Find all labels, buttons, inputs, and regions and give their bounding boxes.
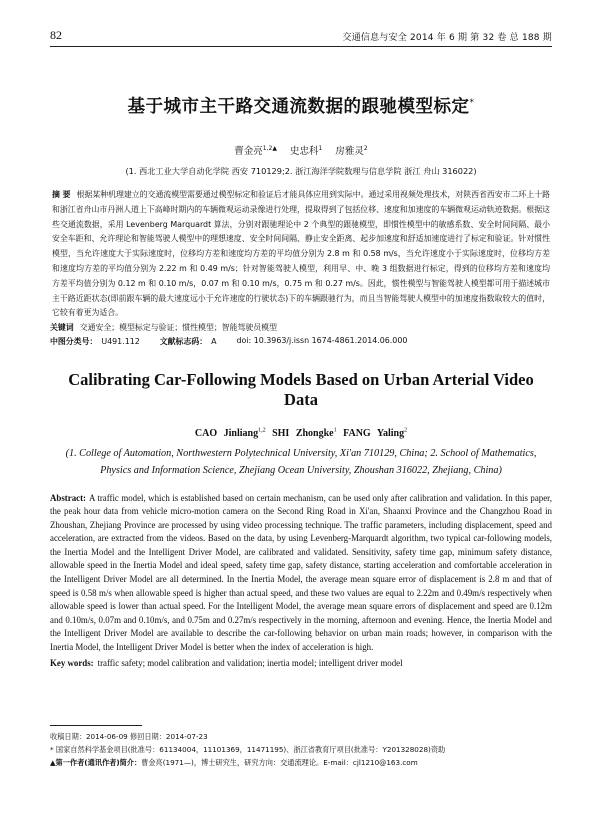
author-cn-2: 史忠科$^1$	[289, 144, 323, 157]
classification-line	[50, 336, 552, 347]
chinese-keywords-label: 关键词	[50, 323, 74, 333]
page-number: 82	[50, 28, 62, 42]
english-affiliation: (1. College of Automation, Northwestern Polytechnical University, Xi'an 710129, China; 2. School of Mathematics, Physics and Information Science, Zhejiang Ocean University, Zhoushan 316022, Zhejiang, China)	[65, 447, 537, 476]
english-keywords-label: Key words:	[50, 657, 94, 668]
english-abstract	[50, 492, 552, 655]
clc-number: 中图分类号： U491.112	[50, 337, 140, 347]
author-cn-3: 房雅灵$^2$	[335, 144, 368, 157]
chinese-abstract-text: 根据某种机理建立的交通流模型需要通过模型标定和验证后才能具体应用到实际中。通过采用视频处理技术，对陕西省西安市二环上十路和浙江省舟山市丹洲人道上下高峰时期内的车辆微观运动录像进行处理，提取得到了包括位移、速度和加速度的车辆微观运动轨迹数据。根据这些交通流数据，采用 Levenberg Marquardt 算法，分别对跟驰理论中 2 个典型的跟驰模型，即惯性模型中的敏感系数、安全时间间隔、最小安全车距和、允许理论和智能驾驶人模型中的理想速度、安全时间间隔、静止安全距离、起步加速度和舒适加速度进行了标定和验证。针对惯性模型，当允许速度大于实际速度时，位移均方差和速度均方差的平均值分别为 2.8 m 和 0.58 m/s，当允许速度小于实际速度时，位移均方差和速度均方差的平均值分别为 2.22 m 和 0.49 m/s；针对智能驾驶人模型，利用早、中、晚 3 组数据进行标定，得到的位移均方差和速度均方差平均值分别为 0.12 m 和 0.10 m/s，0.07 m 和 0.10 m/s，0.75 m 和 0.27 m/s。因此，惯性模型与智能驾驶人模型都可用于描述城市主干路近距状态(即前跟车辆的最大速度远小于允许速度的行驶状态)下的车辆跟驰行为，而且当智能驾驶人模型中的加速度指数取较大的值时，它较有着更为适合。	[52, 190, 550, 318]
received-dates: 收稿日期：2014-06-09 修回日期：2014-07-23	[50, 732, 208, 741]
chinese-authors	[50, 143, 552, 157]
title-footnote-mark: *	[469, 98, 475, 109]
english-abstract-label: Abstract:	[50, 492, 86, 503]
chinese-keywords	[50, 322, 552, 333]
chinese-keywords-text: 交通安全；模型标定与验证；惯性模型；智能驾驶员模型	[79, 323, 277, 333]
fund-note: * 国家自然科学基金项目(批准号：61134004，11101369，11471195)、浙江省教育厅项目(批准号：Y201328028)资助	[50, 745, 446, 754]
chinese-title-text: 基于城市主干路交通流数据的跟驰模型标定	[127, 97, 470, 117]
document-code: 文献标志码： A	[159, 337, 217, 347]
running-header	[50, 0, 552, 47]
chinese-abstract-label: 摘 要	[52, 190, 71, 199]
journal-info: 交通信息与安全 2014 年 6 期 第 32 卷 总 188 期	[342, 33, 552, 43]
english-authors	[50, 427, 552, 438]
footnote-rule	[50, 725, 142, 726]
author-cn-1: 曹金亮$^{1,2▲}$	[234, 144, 277, 157]
author-en-2: SHI Zhongke$^1$	[272, 427, 337, 439]
chinese-affiliation: (1. 西北工业大学自动化学院 西安 710129;2. 浙江海洋学院数理与信息学院 浙江 舟山 316022)	[125, 166, 477, 176]
author-en-1: CAO Jinliang$^{1,2}$	[194, 427, 266, 439]
english-abstract-text: A traffic model, which is established based on certain mechanism, can be used only after calibration and validation. In this paper, the peak hour data from vehicle micro-motion camera on the Second Ring Road in Xi'an, Shaanxi Province and the Changzhou Road in Zhoushan, Zhejiang Province are processed by using video processing technique. The traffic parameters, including displacement, speed and acceleration, are extracted from the videos. Based on the data, by using Levenberg-Marquardt algorithm, two typical car-following models, the Inertia Model and the Intelligent Driver Model, are calibrated and validated. Sensitivity, safety time gap, minimum safety distance, allowable speed in the Inertia Model and ideal speed, safety time gap, safety distance, starting acceleration and comfortable acceleration in the Intelligent Driver Model are all determined. In the Inertia Model, the average mean square error of displacement is 2.8 m and that of speed is 0.58 m/s when allowable speed is higher than actual speed, and these two values are equal to 2.22m and 0.49m/s respectively when allowable speed is lower than actual speed. For the Intelligent Model, the average mean square errors of displacement and speed are 0.12m and 0.10m/s, 0.07m and 0.10m/s, and 0.75m and 0.27m/s respectively in the morning, afternoon and evening. Hence, the Inertia Model and the Intelligent Driver Model are available to describe the car-following behavior on urban main roads; however, in comparison with the Inertia Model, the Intelligent Driver Model is better when the index of acceleration is high.	[50, 492, 552, 653]
author-bio: ▲第一作者(通讯作者)简介：曹金亮(1971—)，博士研究生，研究方向：交通流理论。E-mail：cjl1210@163.com	[50, 758, 418, 767]
chinese-title	[50, 93, 552, 118]
english-keywords	[50, 658, 552, 668]
chinese-abstract	[50, 188, 552, 321]
english-keywords-text: traffic safety; model calibration and validation; inertia model; intelligent driver model	[97, 657, 403, 668]
english-title: Calibrating Car-Following Models Based on Urban Arterial Video Data	[68, 370, 534, 410]
doi: doi: 10.3963/j.issn 1674-4861.2014.06.000	[236, 336, 408, 346]
footnotes	[50, 725, 552, 769]
author-en-3: FANG Yaling$^2$	[343, 427, 408, 439]
